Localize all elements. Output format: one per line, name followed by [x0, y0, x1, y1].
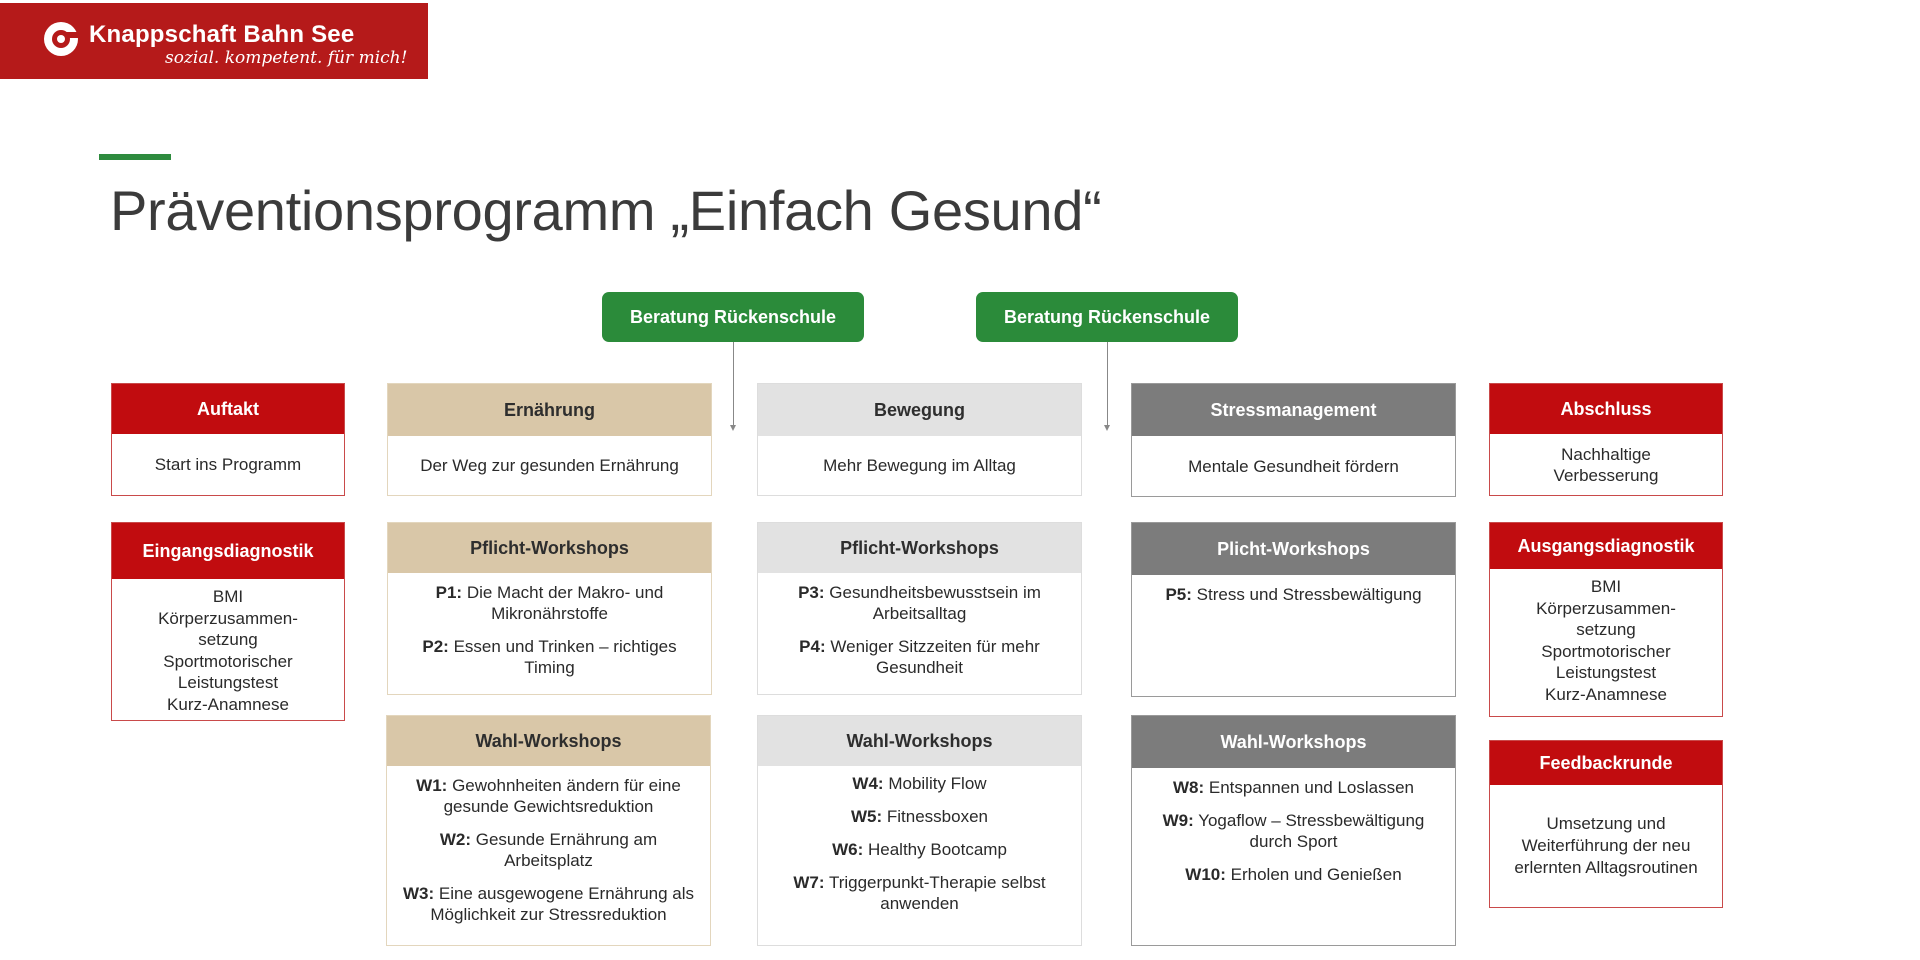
diagnostic-item: BMI	[212, 587, 244, 606]
workshop-item: W7: Triggerpunkt-Therapie selbst anwenden	[793, 873, 1046, 913]
feedback-line: Umsetzung und	[1546, 814, 1666, 833]
connector-line-2	[1107, 342, 1108, 427]
card-text: Mentale Gesundheit fördern	[1188, 456, 1399, 476]
abschluss-line: Verbesserung	[1553, 465, 1659, 485]
card-text: Der Weg zur gesunden Ernährung	[420, 456, 679, 475]
workshop-item: W3: Eine ausgewogene Ernährung als Möglichkeit zur Stressreduktion	[402, 884, 695, 924]
card-text: Mehr Bewegung im Alltag	[823, 456, 1016, 475]
connector-arrow-2	[1104, 425, 1110, 431]
diagnostic-item: BMI	[1590, 577, 1622, 596]
card-body	[387, 766, 710, 945]
workshop-item: W8: Entspannen und Loslassen	[1172, 778, 1414, 797]
card-body	[1490, 569, 1722, 716]
card-header: Plicht-Workshops	[1132, 523, 1455, 575]
card-wahl-ernaehrung	[386, 715, 711, 946]
card-header: Auftakt	[112, 384, 344, 434]
diagnostic-item: Körperzusammen-	[1536, 598, 1676, 618]
diagnostic-item: setzung	[198, 630, 258, 649]
workshop-item: W1: Gewohnheiten ändern für eine gesunde Gewichtsreduktion	[416, 776, 681, 816]
workshop-item: P5: Stress und Stressbewältigung	[1165, 585, 1422, 604]
card-header: Wahl-Workshops	[387, 716, 710, 766]
card-feedbackrunde	[1489, 740, 1723, 908]
card-body	[388, 573, 711, 694]
logo	[0, 3, 428, 79]
card-header: Wahl-Workshops	[758, 716, 1081, 766]
card-header: Pflicht-Workshops	[388, 523, 711, 573]
connector-arrow-1	[730, 425, 736, 431]
workshop-item: P4: Weniger Sitzzeiten für mehr Gesundheit	[799, 637, 1040, 677]
card-header: Stressmanagement	[1132, 384, 1455, 436]
card-ernaehrung	[387, 383, 712, 496]
logo-name: Knappschaft Bahn See	[89, 21, 355, 48]
diagnostic-item: Körperzusammen-	[158, 608, 298, 628]
logo-slogan: sozial. kompetent. für mich!	[165, 48, 408, 68]
card-header: Ausgangsdiagnostik	[1490, 523, 1722, 569]
card-body	[758, 573, 1081, 694]
diagnostic-item: Leistungstest	[1555, 663, 1657, 682]
workshop-item: P1: Die Macht der Makro- und Mikronährstoffe	[435, 583, 664, 623]
workshop-item: P2: Essen und Trinken – richtiges Timing	[422, 637, 677, 677]
workshop-item: W4: Mobility Flow	[852, 774, 987, 793]
card-header: Abschluss	[1490, 384, 1722, 434]
workshop-item: P3: Gesundheitsbewusstsein im Arbeitsalltag	[798, 583, 1041, 623]
card-body	[1490, 785, 1722, 907]
card-header: Wahl-Workshops	[1132, 716, 1455, 768]
workshop-item: W6: Healthy Bootcamp	[832, 840, 1007, 859]
card-body	[112, 579, 344, 720]
card-bewegung	[757, 383, 1082, 496]
title-accent-line	[99, 154, 171, 160]
card-body	[1490, 434, 1722, 495]
card-wahl-stress	[1131, 715, 1456, 946]
diagnostic-item: Leistungstest	[177, 673, 279, 692]
connector-line-1	[733, 342, 734, 427]
diagnostic-item: Sportmotorischer	[1541, 641, 1671, 661]
feedback-line: erlernten Alltagsroutinen	[1514, 858, 1698, 877]
card-header: Feedbackrunde	[1490, 741, 1722, 785]
card-body	[758, 766, 1081, 945]
card-pflicht-ernaehrung	[387, 522, 712, 695]
card-abschluss	[1489, 383, 1723, 496]
pill-beratung-1: Beratung Rückenschule	[602, 292, 864, 342]
diagnostic-item: Kurz-Anamnese	[167, 694, 289, 714]
feedback-line: Weiterführung der neu	[1521, 836, 1691, 855]
workshop-item: W5: Fitnessboxen	[850, 807, 989, 826]
card-auftakt	[111, 383, 345, 496]
card-text: Start ins Programm	[154, 455, 302, 474]
diagnostic-item: setzung	[1576, 620, 1636, 639]
knappschaft-logo-icon	[41, 19, 85, 59]
card-ausgangsdiagnostik	[1489, 522, 1723, 717]
abschluss-line: Nachhaltige	[1561, 444, 1651, 464]
card-header: Ernährung	[388, 384, 711, 436]
card-header: Eingangsdiagnostik	[112, 523, 344, 579]
card-stressmanagement	[1131, 383, 1456, 497]
card-wahl-bewegung	[757, 715, 1082, 946]
workshop-item: W9: Yogaflow – Stressbewältigung durch Sport	[1162, 811, 1425, 851]
card-header: Pflicht-Workshops	[758, 523, 1081, 573]
diagnostic-item: Sportmotorischer	[163, 651, 293, 671]
workshop-item: W10: Erholen und Genießen	[1185, 865, 1402, 884]
card-pflicht-bewegung	[757, 522, 1082, 695]
page-title: Präventionsprogramm „Einfach Gesund“	[110, 179, 1102, 242]
workshop-item: W2: Gesunde Ernährung am Arbeitsplatz	[439, 830, 658, 870]
card-body	[1132, 768, 1455, 945]
card-header: Bewegung	[758, 384, 1081, 436]
card-body	[1132, 575, 1455, 696]
pill-beratung-2: Beratung Rückenschule	[976, 292, 1238, 342]
diagnostic-item: Kurz-Anamnese	[1545, 684, 1667, 704]
card-eingangsdiagnostik	[111, 522, 345, 721]
card-pflicht-stress	[1131, 522, 1456, 697]
